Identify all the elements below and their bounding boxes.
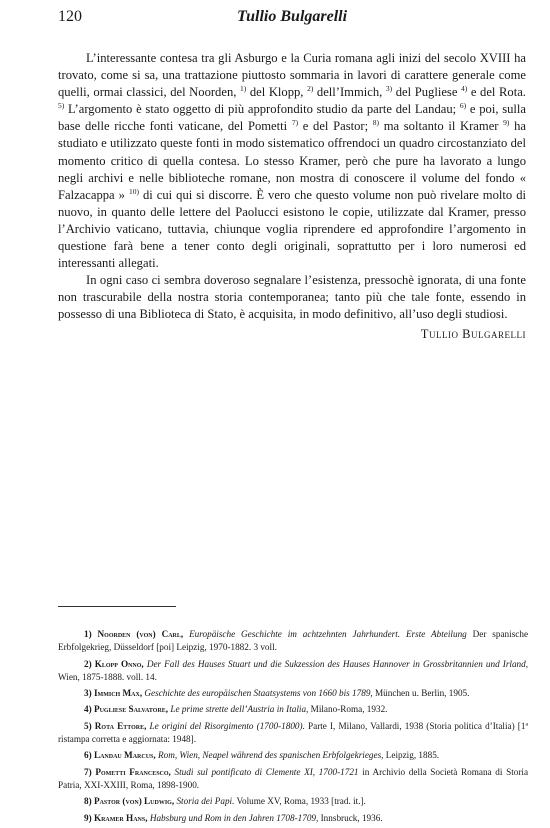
note-ref: 8) xyxy=(372,118,380,128)
footnote: 2) Klopp Onno, Der Fall des Hauses Stuart und die Sukzession des Hauses Hannover in Grossbritannien und Irland, Wien, 1875-1888. voll. 14. xyxy=(58,658,529,682)
footnote: 1) Noorden (von) Carl, Europäische Geschichte im achtzehnten Jahrhundert. Erste Abteilung Der spanische Erbfolgekrieg, Düsseldorf [poi] Leipzig, 1970-1882. 3 voll. xyxy=(58,629,529,653)
note-ref: 4) xyxy=(461,84,468,94)
note-ref: 5) xyxy=(58,101,65,111)
footnote: 6) Landau Marcus, Rom, Wien, Neapel während des spanischen Erbfolgekrieges, Leipzig, 1885. xyxy=(84,750,440,761)
page-number: 120 xyxy=(58,8,82,25)
footnote: 7) Pometti Francesco, Studi sul pontificato di Clemente XI, 1700-1721 in Archivio della Società Romana di Storia Patria, XXI-XXIII, Roma, 1898-1900. xyxy=(58,766,529,790)
page-header xyxy=(58,8,526,28)
footnote: 4) Pugliese Salvatore, Le prime strette dell’Austria in Italia, Milano-Roma, 1932. xyxy=(84,704,388,715)
footnote: 3) Immich Max, Geschichte des europäischen Staatsystems von 1660 bis 1789, München u. Berlin, 1905. xyxy=(84,688,470,699)
note-ref: 6) xyxy=(459,101,467,111)
main-text xyxy=(58,50,526,343)
footnote-divider xyxy=(58,606,176,607)
note-ref: 9) xyxy=(503,118,510,128)
note-ref: 3) xyxy=(385,84,393,94)
footnote: 5) Rota Ettore, Le origini del Risorgimento (1700-1800). Parte I, Milano, Vallardi, 1938 (Storia politica d’Italia) [1ª ristampa corretta e aggiornata: 1948]. xyxy=(58,720,528,745)
paragraph: In ogni caso ci sembra doveroso segnalare l’esistenza, pressochè ignorata, di una fonte non trascurabile della nostra storia contemporanea; tanto più che tale fonte, essendo in possesso di una Biblioteca di Stato, è acquisita, in modo definitivo, all’uso degli studiosi. xyxy=(58,273,526,322)
note-ref: 7) xyxy=(291,118,299,128)
running-title: Tullio Bulgarelli xyxy=(236,8,348,25)
paragraph: L’interessante contesa tra gli Asburgo e la Curia romana agli inizi del secolo XVIII ha trovato, come si sa, una trattazione piuttosto sommaria in lavori di carattere generale come quelli, ormai classici, del Noorden, $^{1)}$ del Klopp, $^{2)}$ dell’Immich, $^{3)}$ del Pugliese $^{4)}$ e del Rota. $^{5)}$ L’argomento è stato oggetto di più approfondito studio da parte del Landau; $^{6)}$ e poi, sulla base delle ricche fonti vaticane, del Pometti $^{7)}$ e del Pastor; $^{8)}$ ma soltanto il Kramer $^{9)}$ ha studiato e utilizzato queste fonti in modo sistematico offrendoci un quadro circostanziato del momento critico di quella contesa. Lo stesso Kramer, però che pure ha lavorato a lungo negli archivi e nelle biblioteche romane, non mostra di conoscere il volume del fondo « Falzacappa » $^{10)}$ di cui qui si discorre. È vero che questo volume non può rivelare molto di nuovo, in quanto delle lettere del Paolucci esistono le copie, utilizzate dal Kramer, presso l’Archivio vaticano, tuttavia, chiunque voglia riprendere ed approfondire l’argomento in questione farà bene a tener conto degli originali, soprattutto per i loro numerosi ed interessanti allegati. xyxy=(58,51,526,271)
author-signature: Tullio Bulgarelli xyxy=(420,326,526,341)
footnote: 9) Kramer Hans, Habsburg und Rom in den Jahren 1708-1709, Innsbruck, 1936. xyxy=(84,812,383,823)
note-ref: 1) xyxy=(240,84,247,94)
note-ref: 2) xyxy=(307,84,314,94)
footnote: 8) Pastor (von) Ludwig, Storia dei Papi. Volume XV, Roma, 1933 [trad. it.]. xyxy=(84,796,366,807)
note-ref: 10) xyxy=(128,186,139,196)
footnotes xyxy=(58,628,528,828)
